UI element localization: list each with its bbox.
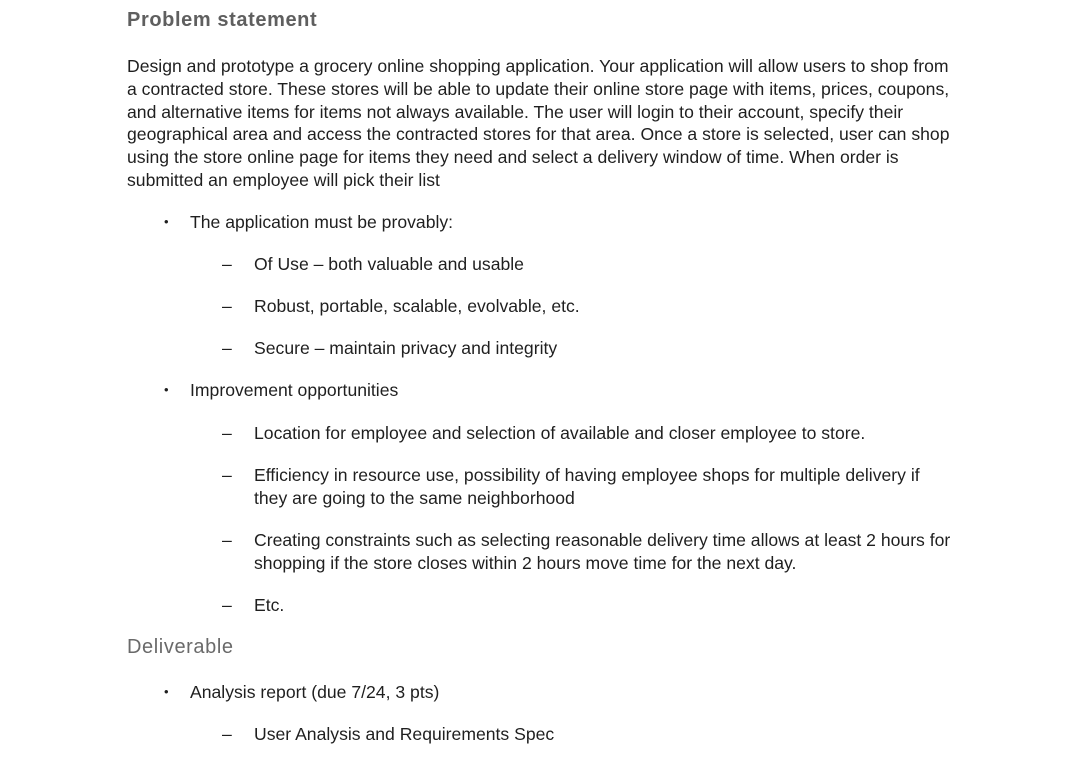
sub-item-text: Robust, portable, scalable, evolvable, etc.	[254, 296, 580, 316]
bullet-marker: •	[164, 684, 169, 699]
dash-marker: –	[222, 423, 232, 443]
dash-marker: –	[222, 724, 232, 744]
sub-item-text: Of Use – both valuable and usable	[254, 254, 524, 274]
dash-marker: –	[222, 465, 232, 485]
sub-item-text: Efficiency in resource use, possibility of having employee shops for multiple delivery if they are going to the same neighborhood	[254, 465, 920, 508]
bullet-text: Analysis report (due 7/24, 3 pts)	[190, 682, 440, 702]
dash-marker: –	[222, 530, 232, 550]
dash-marker: –	[222, 338, 232, 358]
dash-marker: –	[222, 296, 232, 316]
sub-item-text: User Analysis and Requirements Spec	[254, 724, 555, 744]
deliverable-heading: Deliverable	[127, 636, 234, 658]
sub-item-text: Creating constraints such as selecting reasonable delivery time allows at least 2 hours for shopping if the store closes within 2 hours move time for the next day.	[254, 530, 951, 573]
bullet-marker: •	[164, 214, 169, 229]
dash-marker: –	[222, 254, 232, 274]
problem-statement-heading: Problem statement	[127, 9, 318, 31]
problem-statement-paragraph: Design and prototype a grocery online shopping application. Your application will allow users to shop from a contracted store. These stores will be able to update their online store page with items, prices, coupons, and alternative items for items not always available. The user will login to their account, specify their geographical area and access the contracted stores for that area. Once a store is selected, user can shop using the store online page for items they need and select a delivery window of time. When order is submitted an employee will pick their list	[127, 56, 950, 190]
bullet-marker: •	[164, 382, 169, 397]
dash-marker: –	[222, 595, 232, 615]
bullet-text: The application must be provably:	[190, 212, 454, 232]
bullet-text: Improvement opportunities	[190, 380, 399, 400]
sub-item-text: Location for employee and selection of available and closer employee to store.	[254, 423, 866, 443]
sub-item-text: Secure – maintain privacy and integrity	[254, 338, 558, 358]
sub-item-text: Etc.	[254, 595, 285, 615]
